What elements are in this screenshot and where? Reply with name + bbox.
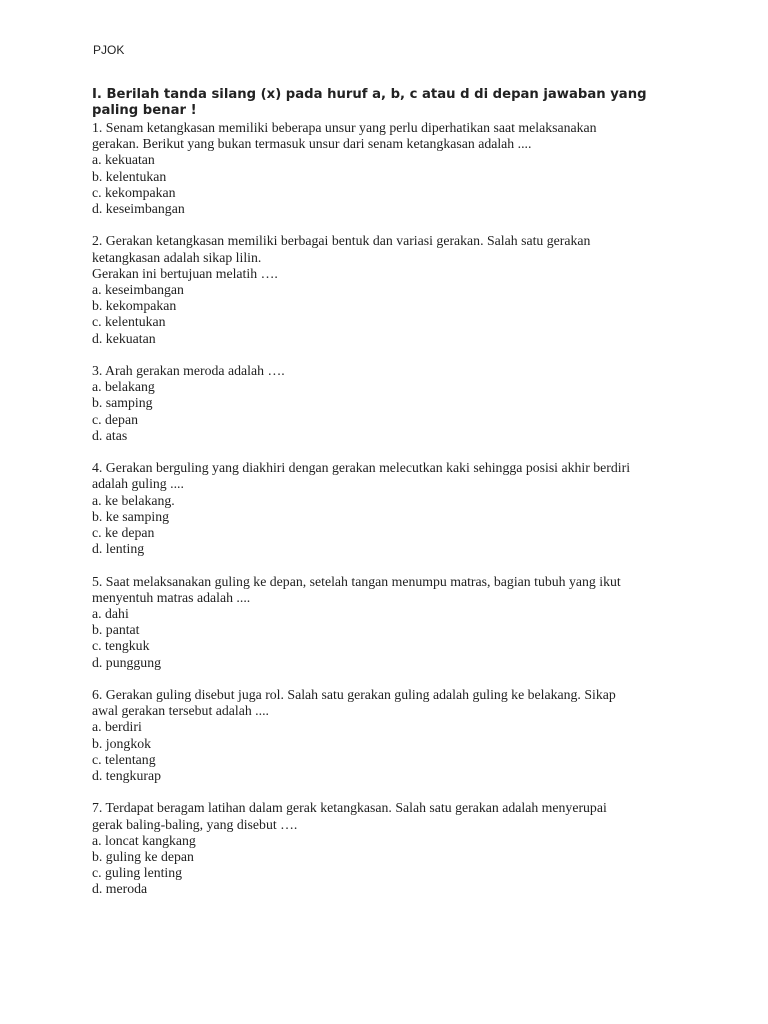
option-a: a. ke belakang. xyxy=(92,492,175,508)
question-6 xyxy=(92,687,692,784)
option-a: a. berdiri xyxy=(92,719,142,735)
option-a: a. loncat kangkang xyxy=(92,832,196,848)
question-7 xyxy=(92,800,692,897)
option-c: c. ke depan xyxy=(92,525,155,541)
option-d: d. lenting xyxy=(92,541,145,557)
question-text: 7. Terdapat beragam latihan dalam gerak ketangkasan. Salah satu gerakan adalah menyerupai gerak baling-baling, yang disebut …. xyxy=(92,800,607,832)
option-c: c. guling lenting xyxy=(92,865,183,881)
option-d: d. punggung xyxy=(92,654,161,670)
question-text: 6. Gerakan guling disebut juga rol. Salah satu gerakan guling adalah guling ke belakang. Sikap awal gerakan tersebut adalah .... xyxy=(92,687,616,719)
option-b: b. guling ke depan xyxy=(92,849,194,865)
option-a: a. dahi xyxy=(92,606,129,622)
question-text: 5. Saat melaksanakan guling ke depan, setelah tangan menumpu matras, bagian tubuh yang ikut menyentuh matras adalah .... xyxy=(92,573,621,605)
subject-header: PJOK xyxy=(93,43,125,57)
option-d: d. meroda xyxy=(92,881,148,897)
question-list xyxy=(92,120,692,914)
question-1 xyxy=(92,120,692,217)
question-4 xyxy=(92,460,692,557)
option-d: d. keseimbangan xyxy=(92,201,185,217)
option-c: c. kekompakan xyxy=(92,184,176,200)
question-text: 3. Arah gerakan meroda adalah …. xyxy=(92,363,285,379)
question-2 xyxy=(92,233,692,346)
question-text: 2. Gerakan ketangkasan memiliki berbagai bentuk dan variasi gerakan. Salah satu gerakan ketangkasan adalah sikap lilin. Gerakan ini bertujuan melatih …. xyxy=(92,233,591,281)
option-b: b. pantat xyxy=(92,622,140,638)
option-c: c. kelentukan xyxy=(92,314,166,330)
question-text: 4. Gerakan berguling yang diakhiri dengan gerakan melecutkan kaki sehingga posisi akhir berdiri adalah guling .... xyxy=(92,460,631,492)
instruction-heading: I. Berilah tanda silang (x) pada huruf a, b, c atau d di depan jawaban yang paling benar ! xyxy=(92,87,647,118)
question-3 xyxy=(92,363,692,444)
option-b: b. jongkok xyxy=(92,735,152,751)
option-d: d. kekuatan xyxy=(92,330,156,346)
option-a: a. belakang xyxy=(92,379,155,395)
question-5 xyxy=(92,574,692,671)
option-d: d. tengkurap xyxy=(92,768,161,784)
option-d: d. atas xyxy=(92,427,128,443)
option-b: b. samping xyxy=(92,395,153,411)
option-c: c. depan xyxy=(92,411,138,427)
option-b: b. kelentukan xyxy=(92,168,167,184)
option-a: a. kekuatan xyxy=(92,152,155,168)
option-a: a. keseimbangan xyxy=(92,282,184,298)
option-c: c. tengkuk xyxy=(92,638,150,654)
option-b: b. kekompakan xyxy=(92,298,177,314)
option-b: b. ke samping xyxy=(92,508,170,524)
option-c: c. telentang xyxy=(92,751,156,767)
question-text: 1. Senam ketangkasan memiliki beberapa unsur yang perlu diperhatikan saat melaksanakan gerakan. Berikut yang bukan termasuk unsur dari senam ketangkasan adalah .... xyxy=(92,120,597,152)
